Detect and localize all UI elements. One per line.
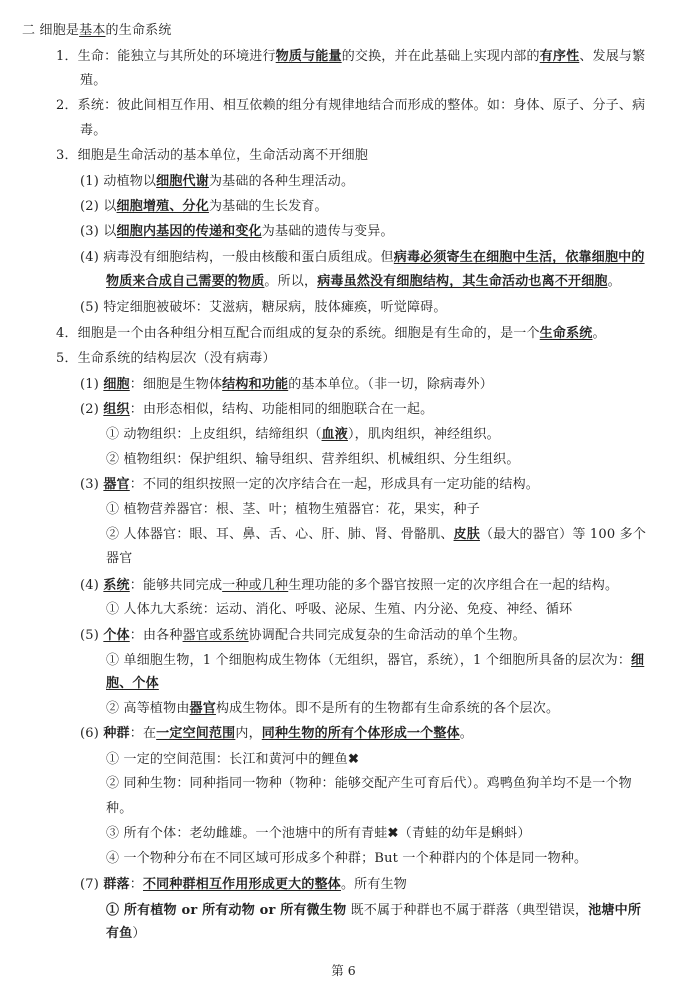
item-3-heading: 3．细胞是生命活动的基本单位，生命活动离不开细胞	[56, 148, 369, 163]
item-1-line-1: 1．生命：能独立与其所处的环境进行物质与能量的交换，并在此基础上实现内部的有序性、发展与繁	[56, 49, 646, 64]
level-cell: (1) 细胞：细胞是生物体结构和功能的基本单位。（非一切，除病毒外）	[80, 377, 493, 392]
level-community: (7) 群落：不同种群相互作用形成更大的整体。所有生物	[80, 877, 407, 892]
cross-mark-icon: ✖	[387, 826, 399, 841]
item-2-line-1: 2．系统：彼此间相互作用、相互依赖的组分有规律地结合而形成的整体。如：身体、原子、分子、病	[56, 98, 646, 113]
population-space: ① 一定的空间范围：长江和黄河中的鲤鱼✖	[106, 752, 360, 767]
organ-plant: ① 植物营养器官：根、茎、叶；植物生殖器官：花，果实，种子	[106, 502, 480, 517]
tissue-plant: ② 植物组织：保护组织、输导组织、营养组织、机械组织、分生组织。	[106, 452, 520, 467]
population-individuals: ③ 所有个体：老幼雌雄。一个池塘中的所有青蛙✖（青蛙的幼年是蝌蚪）	[106, 826, 531, 841]
item-5-heading: 5．生命系统的结构层次（没有病毒）	[56, 351, 276, 366]
level-system: (4) 系统：能够共同完成一种或几种生理功能的多个器官按照一定的次序组合在一起的结构。	[80, 578, 619, 593]
section-title: 二 细胞是基本的生命系统	[22, 23, 172, 38]
item-4: 4．细胞是一个由各种组分相互配合而组成的复杂的系统。细胞是有生命的，是一个生命系统。	[56, 326, 606, 341]
population-species-line-1: ② 同种生物：同种指同一物种（物种：能够交配产生可育后代）。鸡鸭鱼狗羊均不是一个物	[106, 776, 632, 791]
item-3-sub-3: (3) 以细胞内基因的传递和变化为基础的遗传与变异。	[80, 224, 394, 239]
individual-unicellular-line-1: ① 单细胞生物，1 个细胞构成生物体（无组织，器官，系统），1 个细胞所具备的层次为：细	[106, 653, 645, 668]
item-3-sub-5: (5) 特定细胞被破坏：艾滋病，糖尿病，肢体瘫痪，听觉障碍。	[80, 300, 447, 315]
item-3-sub-1: (1) 动植物以细胞代谢为基础的各种生理活动。	[80, 174, 355, 189]
level-tissue: (2) 组织：由形态相似，结构、功能相同的细胞联合在一起。	[80, 402, 434, 417]
community-example-line-1: ① 所有植物 or 所有动物 or 所有微生物 既不属于种群也不属于群落（典型错误，池塘中所	[106, 903, 642, 918]
community-example-line-2: 有鱼）	[106, 926, 146, 941]
page-number: 第 6	[331, 963, 356, 978]
population-distribution: ④ 一个物种分布在不同区域可形成多个种群；But 一个种群内的个体是同一物种。	[106, 851, 588, 866]
individual-unicellular-line-2: 胞、个体	[106, 676, 159, 691]
level-population: (6) 种群：在一定空间范围内，同种生物的所有个体形成一个整体。	[80, 726, 473, 741]
tissue-animal: ① 动物组织：上皮组织，结缔组织（血液），肌肉组织，神经组织。	[106, 427, 500, 442]
item-3-sub-4-line-2: 物质来合成自己需要的物质。所以，病毒虽然没有细胞结构，其生命活动也离不开细胞。	[106, 274, 621, 289]
organ-human-line-1: ② 人体器官：眼、耳、鼻、舌、心、肝、肺、肾、骨骼肌、皮肤（最大的器官）等 100 多个	[106, 527, 647, 542]
population-species-line-2: 种。	[106, 801, 133, 816]
item-2-line-2: 毒。	[80, 123, 107, 138]
item-3-sub-2: (2) 以细胞增殖、分化为基础的生长发育。	[80, 199, 328, 214]
level-individual: (5) 个体：由各种器官或系统协调配合共同完成复杂的生命活动的单个生物。	[80, 628, 526, 643]
item-3-sub-4-line-1: (4) 病毒没有细胞结构，一般由核酸和蛋白质组成。但病毒必须寄生在细胞中生活，依靠细胞中的	[80, 250, 645, 265]
cross-mark-icon: ✖	[347, 752, 360, 767]
individual-plant: ② 高等植物由器官构成生物体。即不是所有的生物都有生命系统的各个层次。	[106, 701, 560, 716]
level-organ: (3) 器官：不同的组织按照一定的次序结合在一起，形成具有一定功能的结构。	[80, 477, 539, 492]
organ-human-line-2: 器官	[106, 551, 133, 566]
item-1-line-2: 殖。	[80, 73, 107, 88]
system-human: ① 人体九大系统：运动、消化、呼吸、泌尿、生殖、内分泌、免疫、神经、循环	[106, 602, 573, 617]
